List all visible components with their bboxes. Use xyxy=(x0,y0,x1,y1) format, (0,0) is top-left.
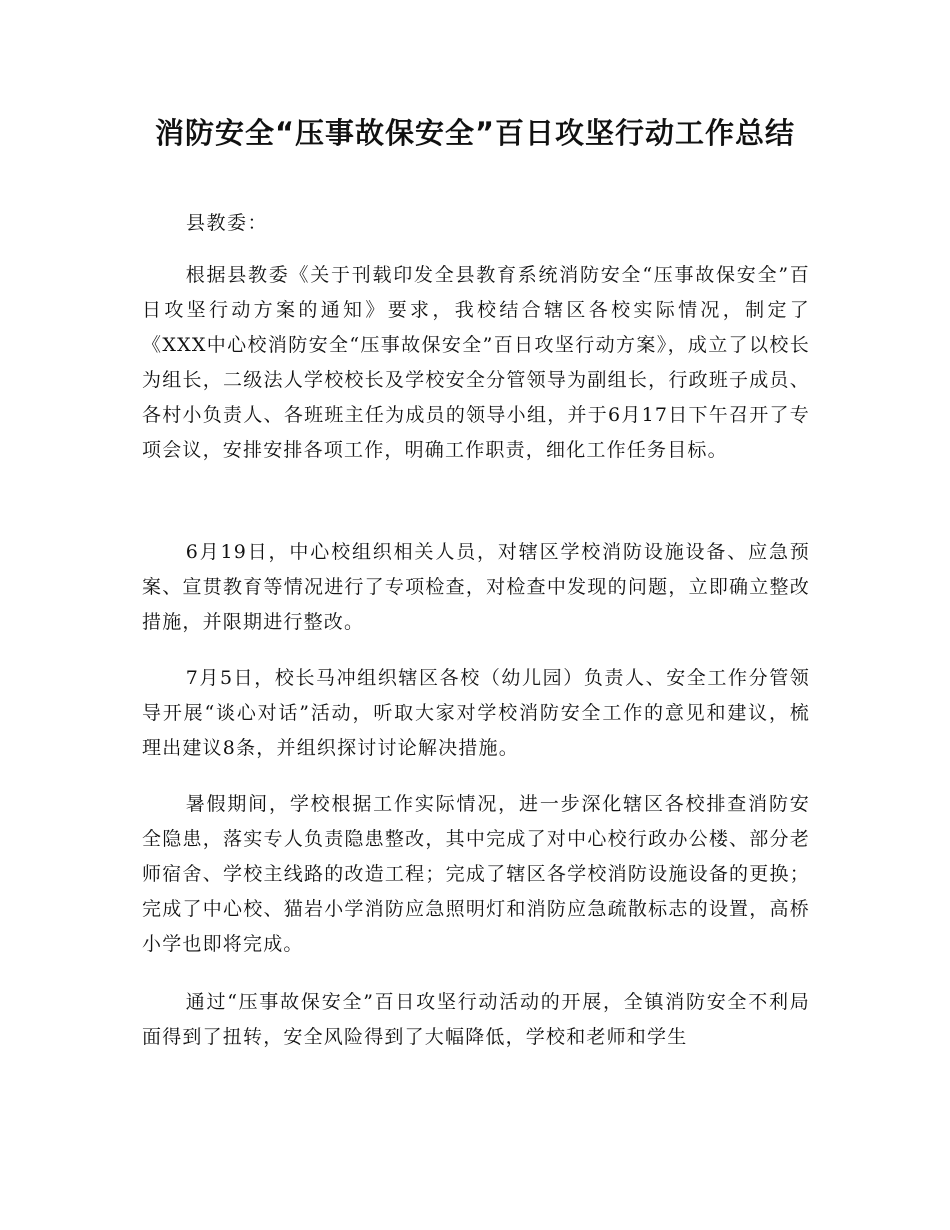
salutation: 县教委： xyxy=(186,212,269,234)
paragraph-1: 根据县教委《关于刊载印发全县教育系统消防安全“压事故保安全”百日攻坚行动方案的通知》要求，我校结合辖区各校实际情况，制定了《XXX中心校消防安全“压事故保安全”百日攻坚行动方案》，成立了以校长为组长，二级法人学校校长及学校安全分管领导为副组长，行政班子成员、各村小负责人、各班班主任为成员的领导小组，并于6月17日下午召开了专项会议，安排安排各项工作，明确工作职责，细化工作任务目标。 xyxy=(142,264,810,461)
paragraph-5: 通过“压事故保安全”百日攻坚行动活动的开展，全镇消防安全不利局面得到了扭转，安全风险得到了大幅降低，学校和老师和学生 xyxy=(142,991,810,1048)
document-title: 消防安全“压事故保安全”百日攻坚行动工作总结 xyxy=(154,116,796,150)
paragraph-4: 暑假期间，学校根据工作实际情况，进一步深化辖区各校排查消防安全隐患，落实专人负责隐患整改，其中完成了对中心校行政办公楼、部分老师宿舍、学校主线路的改造工程；完成了辖区各学校消防设施设备的更换；完成了中心校、猫岩小学消防应急照明灯和消防应急疏散标志的设置，高桥小学也即将完成。 xyxy=(142,793,810,955)
paragraph-2: 6月19日，中心校组织相关人员，对辖区学校消防设施设备、应急预案、宣贯教育等情况进行了专项检查，对检查中发现的问题，立即确立整改措施，并限期进行整改。 xyxy=(142,541,810,633)
paragraph-3: 7月5日，校长马冲组织辖区各校（幼儿园）负责人、安全工作分管领导开展“谈心对话”活动，听取大家对学校消防安全工作的意见和建议，梳理出建议8条，并组织探讨讨论解决措施。 xyxy=(142,667,810,759)
